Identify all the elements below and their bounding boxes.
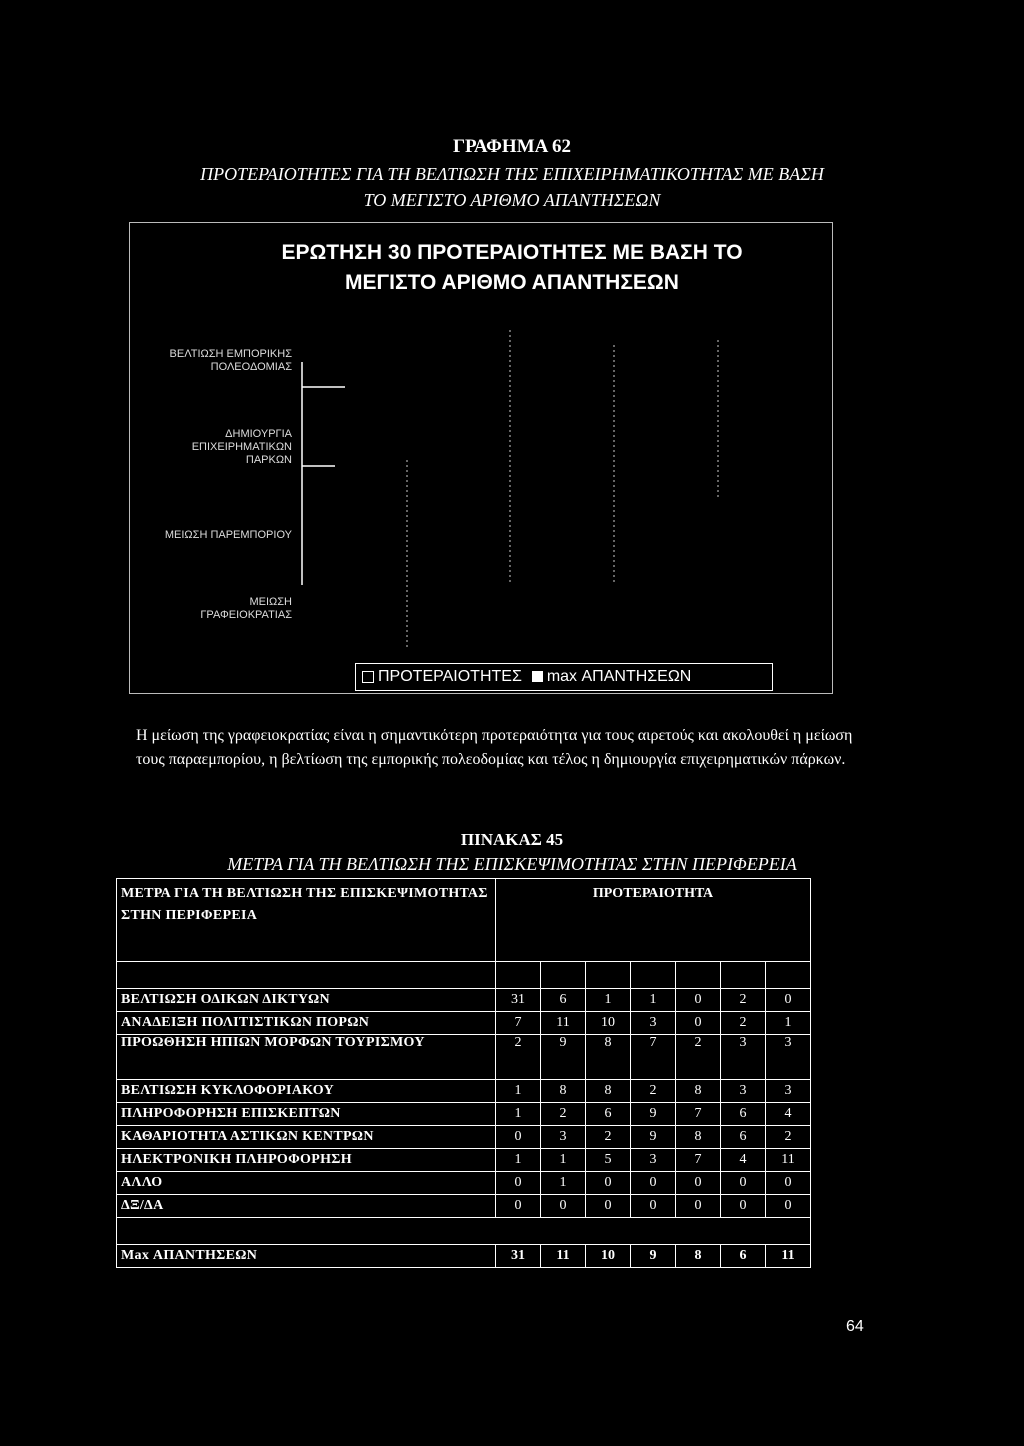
cell-value: 7 — [631, 1035, 676, 1080]
legend-filled-square-icon — [532, 671, 543, 682]
table-row — [117, 1035, 811, 1080]
table-row — [117, 1149, 811, 1172]
cell-value: 2 — [721, 1012, 766, 1035]
row-label: ΠΡΟΩΘΗΣΗ ΗΠΙΩΝ ΜΟΡΦΩΝ ΤΟΥΡΙΣΜΟΥ — [117, 1035, 496, 1080]
cell-value: 2 — [496, 1035, 541, 1080]
table-row — [117, 1172, 811, 1195]
cell-value: 3 — [631, 1012, 676, 1035]
legend-series1: ΠΡΟΤΕΡΑΙΟΤΗΤΕΣ — [378, 668, 522, 685]
max-row-label: Max ΑΠΑΝΤΗΣΕΩΝ — [117, 1245, 496, 1268]
chart-legend — [355, 663, 773, 691]
cell-value: 5 — [586, 1149, 631, 1172]
cell-value: 10 — [586, 1012, 631, 1035]
table-header-priority: ΠΡΟΤΕΡΑΙΟΤΗΤΑ — [496, 879, 811, 962]
cell-value: 1 — [586, 989, 631, 1012]
cell-value: 1 — [496, 1103, 541, 1126]
cell-value: 3 — [721, 1080, 766, 1103]
graph-title: ΓΡΑΦΗΜΑ 62 — [452, 136, 572, 157]
cell-value: 1 — [541, 1149, 586, 1172]
cell-value: 9 — [541, 1035, 586, 1080]
row-label: ΗΛΕΚΤΡΟΝΙΚΗ ΠΛΗΡΟΦΟΡΗΣΗ — [117, 1149, 496, 1172]
table-row — [117, 1103, 811, 1126]
cell-value: 8 — [676, 1126, 721, 1149]
legend-empty-square-icon — [362, 671, 374, 683]
cell-value: 0 — [586, 1172, 631, 1195]
cell-value: 3 — [721, 1035, 766, 1080]
cell-value: 1 — [496, 1080, 541, 1103]
cell-value: 7 — [676, 1103, 721, 1126]
table-row — [117, 1195, 811, 1218]
max-cell-value: 31 — [496, 1245, 541, 1268]
row-label: ΑΝΑΔΕΙΞΗ ΠΟΛΙΤΙΣΤΙΚΩΝ ΠΟΡΩΝ — [117, 1012, 496, 1035]
row-label: ΠΛΗΡΟΦΟΡΗΣΗ ΕΠΙΣΚΕΠΤΩΝ — [117, 1103, 496, 1126]
cell-value: 8 — [586, 1080, 631, 1103]
grid-lines — [407, 330, 718, 650]
table-header-measures: ΜΕΤΡΑ ΓΙΑ ΤΗ ΒΕΛΤΙΩΣΗ ΤΗΣ ΕΠΙΣΚΕΨΙΜΟΤΗΤΑΣ ΣΤΗΝ ΠΕΡΙΦΕΡΕΙΑ — [117, 879, 496, 962]
cell-value: 1 — [766, 1012, 811, 1035]
cell-value: 3 — [541, 1126, 586, 1149]
body-paragraph: Η μείωση της γραφειοκρατίας είναι η σημαντικότερη προτεραιότητα για τους αιρετούς και ακολουθεί η μείωση τους παραεμπορίου, η βελτίωση της εμπορικής πολεοδομίας και τέλος η δημιουργία επιχειρηματικών πάρκων. — [136, 727, 853, 768]
max-cell-value: 10 — [586, 1245, 631, 1268]
cell-value: 8 — [676, 1080, 721, 1103]
cell-value: 2 — [721, 989, 766, 1012]
cell-value: 0 — [631, 1172, 676, 1195]
cell-value: 0 — [766, 989, 811, 1012]
cell-value: 0 — [766, 1195, 811, 1218]
cell-value: 6 — [721, 1103, 766, 1126]
table-row-max — [117, 1245, 811, 1268]
cell-value: 0 — [721, 1172, 766, 1195]
cell-value: 2 — [766, 1126, 811, 1149]
cell-value: 0 — [541, 1195, 586, 1218]
table-body — [117, 989, 811, 1218]
table-row — [117, 1080, 811, 1103]
cell-value: 2 — [586, 1126, 631, 1149]
chart-plot — [0, 0, 1024, 700]
graph-subtitle-line2: ΤΟ ΜΕΓΙΣΤΟ ΑΡΙΘΜΟ ΑΠΑΝΤΗΣΕΩΝ — [363, 190, 661, 210]
cell-value: 0 — [676, 1012, 721, 1035]
cell-value: 9 — [631, 1103, 676, 1126]
cell-value: 11 — [541, 1012, 586, 1035]
table-subtitle: ΜΕΤΡΑ ΓΙΑ ΤΗ ΒΕΛΤΙΩΣΗ ΤΗΣ ΕΠΙΣΚΕΨΙΜΟΤΗΤΑΣ ΣΤΗΝ ΠΕΡΙΦΕΡΕΙΑ — [227, 854, 797, 874]
cell-value: 4 — [766, 1103, 811, 1126]
cell-value: 0 — [496, 1195, 541, 1218]
cell-value: 0 — [676, 1172, 721, 1195]
cell-value: 0 — [496, 1172, 541, 1195]
table-row — [117, 1126, 811, 1149]
cell-value: 3 — [766, 1035, 811, 1080]
graph-subtitle-line1: ΠΡΟΤΕΡΑΙΟΤΗΤΕΣ ΓΙΑ ΤΗ ΒΕΛΤΙΩΣΗ ΤΗΣ ΕΠΙΧΕΙΡΗΜΑΤΙΚΟΤΗΤΑΣ ΜΕ ΒΑΣΗ — [200, 164, 824, 184]
max-cell-value: 8 — [676, 1245, 721, 1268]
cell-value: 0 — [631, 1195, 676, 1218]
table-row — [117, 1012, 811, 1035]
cell-value: 2 — [676, 1035, 721, 1080]
cell-value: 11 — [766, 1149, 811, 1172]
max-cell-value: 9 — [631, 1245, 676, 1268]
chart-title-line1: ΕΡΩΤΗΣΗ 30 ΠΡΟΤΕΡΑΙΟΤΗΤΕΣ ΜΕ ΒΑΣΗ ΤΟ — [281, 241, 743, 264]
row-label: ΒΕΛΤΙΩΣΗ ΚΥΚΛΟΦΟΡΙΑΚΟΥ — [117, 1080, 496, 1103]
cell-value: 6 — [586, 1103, 631, 1126]
cell-value: 2 — [541, 1103, 586, 1126]
category-label-4: ΜΕΙΩΣΗ ΓΡΑΦΕΙΟΚΡΑΤΙΑΣ — [200, 596, 292, 621]
table-title: ΠΙΝΑΚΑΣ 45 — [460, 830, 564, 849]
cell-value: 7 — [496, 1012, 541, 1035]
page-number: 64 — [846, 1318, 864, 1335]
cell-value: 0 — [676, 1195, 721, 1218]
cell-value: 0 — [766, 1172, 811, 1195]
legend-series2: max ΑΠΑΝΤΗΣΕΩΝ — [546, 668, 692, 685]
cell-value: 0 — [586, 1195, 631, 1218]
cell-value: 8 — [586, 1035, 631, 1080]
cell-value: 7 — [676, 1149, 721, 1172]
cell-value: 4 — [721, 1149, 766, 1172]
row-label: ΒΕΛΤΙΩΣΗ ΟΔΙΚΩΝ ΔΙΚΤΥΩΝ — [117, 989, 496, 1012]
cell-value: 3 — [766, 1080, 811, 1103]
category-label-3: ΜΕΙΩΣΗ ΠΑΡΕΜΠΟΡΙΟΥ — [164, 529, 292, 541]
cell-value: 31 — [496, 989, 541, 1012]
table-row — [117, 989, 811, 1012]
row-label: ΚΑΘΑΡΙΟΤΗΤΑ ΑΣΤΙΚΩΝ ΚΕΝΤΡΩΝ — [117, 1126, 496, 1149]
row-label: ΑΛΛΟ — [117, 1172, 496, 1195]
max-cell-value: 11 — [766, 1245, 811, 1268]
cell-value: 0 — [496, 1126, 541, 1149]
cell-value: 6 — [541, 989, 586, 1012]
category-label-1: ΒΕΛΤΙΩΣΗ ΕΜΠΟΡΙΚΗΣ ΠΟΛΕΟΔΟΜΙΑΣ — [169, 348, 292, 373]
category-label-2: ΔΗΜΙΟΥΡΓΙΑ ΕΠΙΧΕΙΡΗΜΑΤΙΚΩΝ ΠΑΡΚΩΝ — [191, 428, 292, 466]
cell-value: 0 — [721, 1195, 766, 1218]
cell-value: 1 — [496, 1149, 541, 1172]
cell-value: 3 — [631, 1149, 676, 1172]
cell-value: 6 — [721, 1126, 766, 1149]
cell-value: 1 — [631, 989, 676, 1012]
cell-value: 1 — [541, 1172, 586, 1195]
max-cell-value: 6 — [721, 1245, 766, 1268]
cell-value: 9 — [631, 1126, 676, 1149]
row-label: ΔΞ/ΔΑ — [117, 1195, 496, 1218]
chart-title-line2: ΜΕΓΙΣΤΟ ΑΡΙΘΜΟ ΑΠΑΝΤΗΣΕΩΝ — [345, 271, 679, 294]
cell-value: 8 — [541, 1080, 586, 1103]
max-cell-value: 11 — [541, 1245, 586, 1268]
cell-value: 2 — [631, 1080, 676, 1103]
cell-value: 0 — [676, 989, 721, 1012]
data-table — [116, 878, 811, 1268]
